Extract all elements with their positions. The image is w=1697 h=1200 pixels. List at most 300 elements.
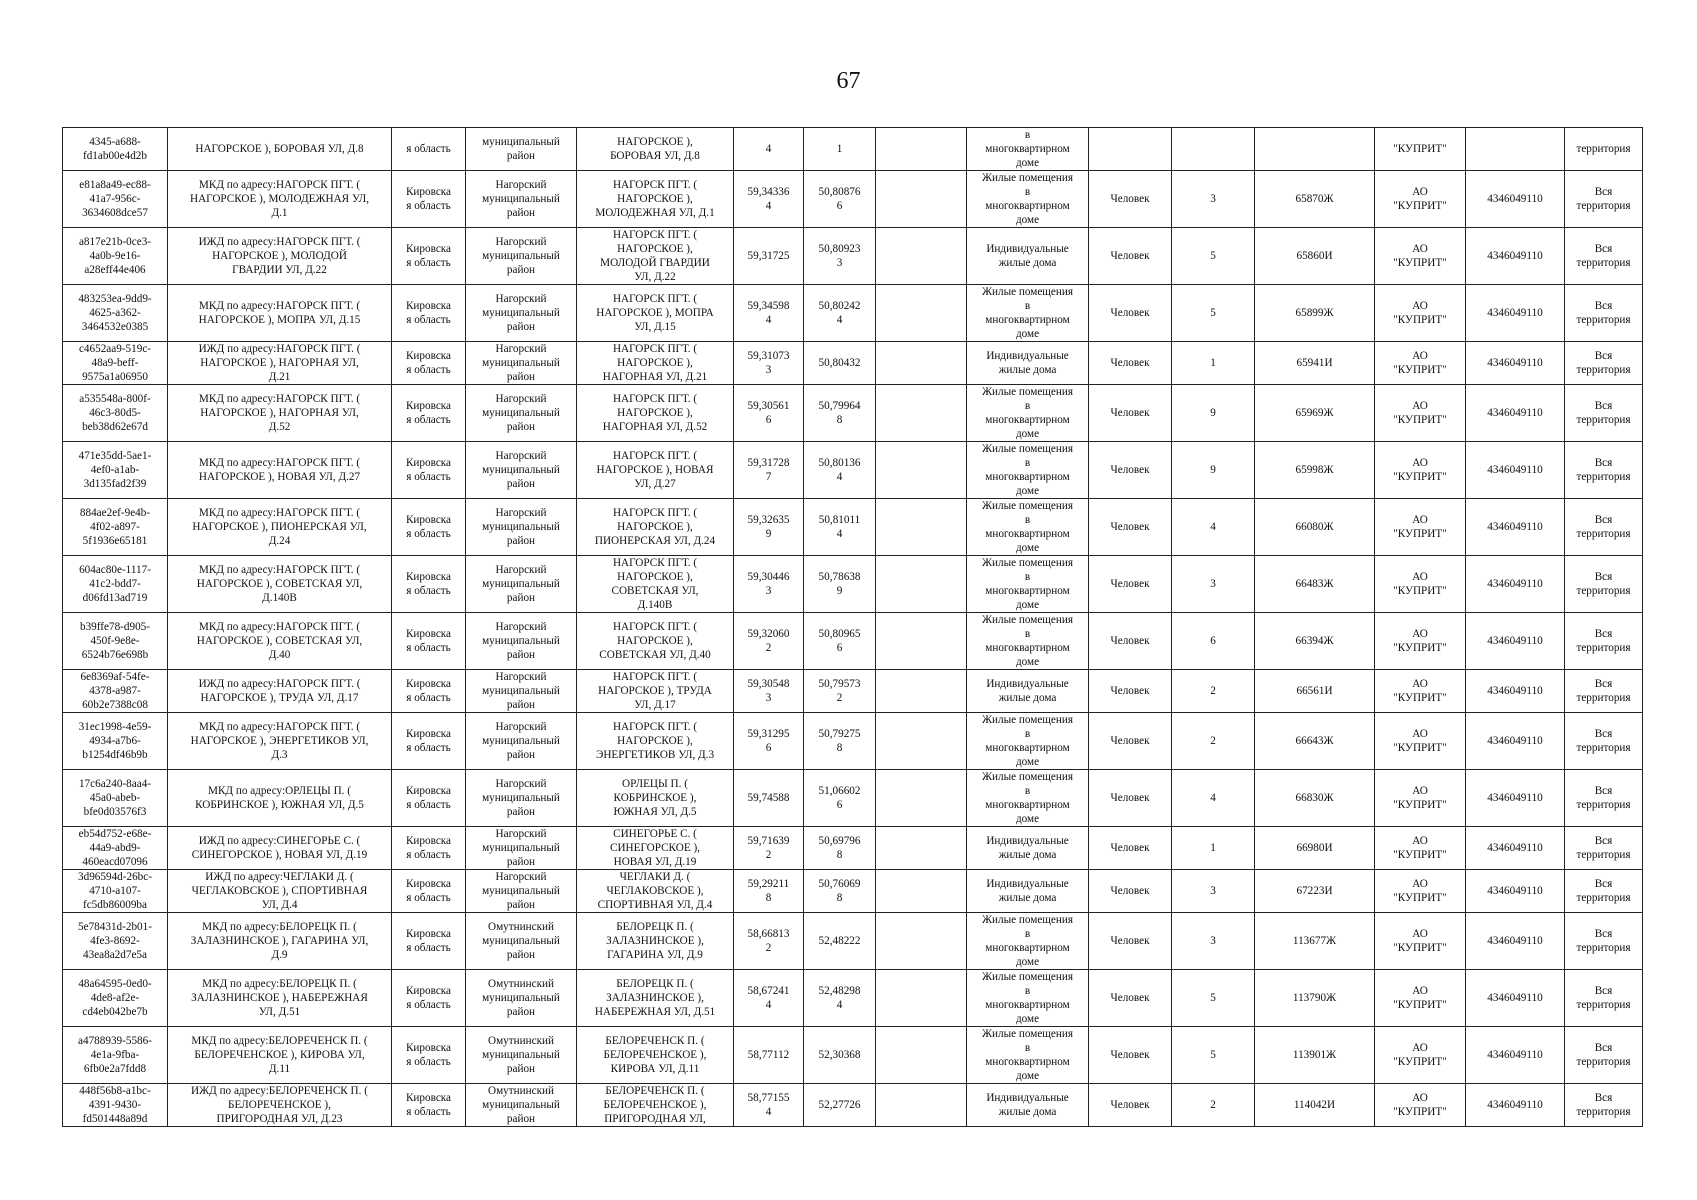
code-cell: 66830Ж <box>1255 770 1375 827</box>
region-cell: Кировска я область <box>392 385 466 442</box>
object-type-cell: Жилые помещения в многоквартирном доме <box>967 499 1089 556</box>
code-cell: 65969Ж <box>1255 385 1375 442</box>
inn-cell: 4346049110 <box>1466 228 1565 285</box>
territory-cell: Вся территория <box>1565 556 1643 613</box>
address-cell: НАГОРСК ПГТ. ( НАГОРСКОЕ ), ЭНЕРГЕТИКОВ УЛ, Д.3 <box>577 713 734 770</box>
code-cell: 65860И <box>1255 228 1375 285</box>
object-type-cell: Жилые помещения в многоквартирном доме <box>967 385 1089 442</box>
quantity-cell: 5 <box>1172 970 1255 1027</box>
operator-cell: АО "КУПРИТ" <box>1375 499 1466 556</box>
table-row <box>63 1027 1643 1084</box>
code-cell: 66561И <box>1255 670 1375 713</box>
territory-cell: территория <box>1565 128 1643 171</box>
object-type-cell: Жилые помещения в многоквартирном доме <box>967 913 1089 970</box>
unit-cell: Человек <box>1089 499 1172 556</box>
region-cell: Кировска я область <box>392 285 466 342</box>
operator-cell: АО "КУПРИТ" <box>1375 713 1466 770</box>
longitude-cell: 50,79275 8 <box>804 713 876 770</box>
latitude-cell: 59,30561 6 <box>734 385 804 442</box>
territory-cell: Вся территория <box>1565 442 1643 499</box>
quantity-cell: 5 <box>1172 285 1255 342</box>
code-cell: 66980И <box>1255 827 1375 870</box>
district-cell: Нагорский муниципальный район <box>466 713 577 770</box>
operator-cell: АО "КУПРИТ" <box>1375 827 1466 870</box>
address-cell: НАГОРСК ПГТ. ( НАГОРСКОЕ ), ПИОНЕРСКАЯ УЛ, Д.24 <box>577 499 734 556</box>
longitude-cell: 1 <box>804 128 876 171</box>
region-cell: Кировска я область <box>392 228 466 285</box>
object-name-cell: НАГОРСКОЕ ), БОРОВАЯ УЛ, Д.8 <box>168 128 392 171</box>
operator-cell: АО "КУПРИТ" <box>1375 870 1466 913</box>
table-row <box>63 442 1643 499</box>
object-id-cell: e81a8a49-ec88- 41a7-956c- 3634608dce57 <box>63 171 168 228</box>
territory-cell: Вся территория <box>1565 670 1643 713</box>
longitude-cell: 50,80242 4 <box>804 285 876 342</box>
region-cell: Кировска я область <box>392 556 466 613</box>
operator-cell: АО "КУПРИТ" <box>1375 171 1466 228</box>
code-cell: 66483Ж <box>1255 556 1375 613</box>
inn-cell: 4346049110 <box>1466 913 1565 970</box>
latitude-cell: 59,31725 <box>734 228 804 285</box>
operator-cell: АО "КУПРИТ" <box>1375 613 1466 670</box>
latitude-cell: 59,34336 4 <box>734 171 804 228</box>
unit-cell: Человек <box>1089 1027 1172 1084</box>
object-type-cell: Жилые помещения в многоквартирном доме <box>967 1027 1089 1084</box>
territory-cell: Вся территория <box>1565 913 1643 970</box>
address-cell: ЧЕГЛАКИ Д. ( ЧЕГЛАКОВСКОЕ ), СПОРТИВНАЯ УЛ, Д.4 <box>577 870 734 913</box>
region-cell: Кировска я область <box>392 613 466 670</box>
object-name-cell: МКД по адресу:ОРЛЕЦЫ П. ( КОБРИНСКОЕ ), ЮЖНАЯ УЛ, Д.5 <box>168 770 392 827</box>
empty-cell <box>876 970 967 1027</box>
address-cell: БЕЛОРЕЦК П. ( ЗАЛАЗНИНСКОЕ ), ГАГАРИНА УЛ, Д.9 <box>577 913 734 970</box>
operator-cell: АО "КУПРИТ" <box>1375 913 1466 970</box>
quantity-cell <box>1172 128 1255 171</box>
district-cell: Нагорский муниципальный район <box>466 556 577 613</box>
operator-cell: АО "КУПРИТ" <box>1375 1084 1466 1127</box>
unit-cell: Человек <box>1089 1084 1172 1127</box>
address-cell: НАГОРСК ПГТ. ( НАГОРСКОЕ ), СОВЕТСКАЯ УЛ, Д.140В <box>577 556 734 613</box>
code-cell: 67223И <box>1255 870 1375 913</box>
operator-cell: АО "КУПРИТ" <box>1375 228 1466 285</box>
longitude-cell: 50,79964 8 <box>804 385 876 442</box>
table-row <box>63 670 1643 713</box>
territory-cell: Вся территория <box>1565 1027 1643 1084</box>
unit-cell: Человек <box>1089 970 1172 1027</box>
object-id-cell: a4788939-5586- 4e1a-9fba- 6fb0e2a7fdd8 <box>63 1027 168 1084</box>
empty-cell <box>876 499 967 556</box>
district-cell: Нагорский муниципальный район <box>466 770 577 827</box>
inn-cell: 4346049110 <box>1466 499 1565 556</box>
region-cell: Кировска я область <box>392 713 466 770</box>
operator-cell: АО "КУПРИТ" <box>1375 1027 1466 1084</box>
operator-cell: АО "КУПРИТ" <box>1375 285 1466 342</box>
inn-cell: 4346049110 <box>1466 713 1565 770</box>
latitude-cell: 59,32635 9 <box>734 499 804 556</box>
latitude-cell: 58,77112 <box>734 1027 804 1084</box>
object-id-cell: c4652aa9-519c- 48a9-beff- 9575a1a06950 <box>63 342 168 385</box>
address-cell: НАГОРСК ПГТ. ( НАГОРСКОЕ ), МОПРА УЛ, Д.15 <box>577 285 734 342</box>
object-type-cell: Жилые помещения в многоквартирном доме <box>967 171 1089 228</box>
object-name-cell: МКД по адресу:БЕЛОРЕЧЕНСК П. ( БЕЛОРЕЧЕНСКОЕ ), КИРОВА УЛ, Д.11 <box>168 1027 392 1084</box>
object-type-cell: Жилые помещения в многоквартирном доме <box>967 556 1089 613</box>
object-name-cell: ИЖД по адресу:БЕЛОРЕЧЕНСК П. ( БЕЛОРЕЧЕНСКОЕ ), ПРИГОРОДНАЯ УЛ, Д.23 <box>168 1084 392 1127</box>
district-cell: Нагорский муниципальный район <box>466 285 577 342</box>
unit-cell: Человек <box>1089 827 1172 870</box>
table-row <box>63 342 1643 385</box>
code-cell: 65941И <box>1255 342 1375 385</box>
latitude-cell: 59,29211 8 <box>734 870 804 913</box>
district-cell: Омутнинский муниципальный район <box>466 1027 577 1084</box>
unit-cell: Человек <box>1089 385 1172 442</box>
latitude-cell: 59,34598 4 <box>734 285 804 342</box>
operator-cell: АО "КУПРИТ" <box>1375 770 1466 827</box>
table-row <box>63 285 1643 342</box>
unit-cell: Человек <box>1089 171 1172 228</box>
territory-cell: Вся территория <box>1565 713 1643 770</box>
object-type-cell: Жилые помещения в многоквартирном доме <box>967 285 1089 342</box>
latitude-cell: 58,77155 4 <box>734 1084 804 1127</box>
latitude-cell: 59,31295 6 <box>734 713 804 770</box>
address-cell: ОРЛЕЦЫ П. ( КОБРИНСКОЕ ), ЮЖНАЯ УЛ, Д.5 <box>577 770 734 827</box>
object-name-cell: МКД по адресу:НАГОРСК ПГТ. ( НАГОРСКОЕ ), СОВЕТСКАЯ УЛ, Д.40 <box>168 613 392 670</box>
district-cell: Омутнинский муниципальный район <box>466 970 577 1027</box>
object-id-cell: 471e35dd-5ae1- 4ef0-a1ab- 3d135fad2f39 <box>63 442 168 499</box>
operator-cell: АО "КУПРИТ" <box>1375 556 1466 613</box>
object-id-cell: eb54d752-e68e- 44a9-abd9- 460eacd07096 <box>63 827 168 870</box>
code-cell: 66394Ж <box>1255 613 1375 670</box>
empty-cell <box>876 613 967 670</box>
longitude-cell: 50,79573 2 <box>804 670 876 713</box>
latitude-cell: 59,32060 2 <box>734 613 804 670</box>
object-type-cell: Индивидуальные жилые дома <box>967 1084 1089 1127</box>
object-name-cell: ИЖД по адресу:НАГОРСК ПГТ. ( НАГОРСКОЕ ), НАГОРНАЯ УЛ, Д.21 <box>168 342 392 385</box>
object-name-cell: МКД по адресу:НАГОРСК ПГТ. ( НАГОРСКОЕ ), ПИОНЕРСКАЯ УЛ, Д.24 <box>168 499 392 556</box>
region-cell: Кировска я область <box>392 171 466 228</box>
code-cell: 114042И <box>1255 1084 1375 1127</box>
unit-cell: Человек <box>1089 870 1172 913</box>
territory-cell: Вся территория <box>1565 228 1643 285</box>
inn-cell: 4346049110 <box>1466 342 1565 385</box>
district-cell: Нагорский муниципальный район <box>466 613 577 670</box>
region-cell: Кировска я область <box>392 442 466 499</box>
object-name-cell: МКД по адресу:БЕЛОРЕЦК П. ( ЗАЛАЗНИНСКОЕ ), ГАГАРИНА УЛ, Д.9 <box>168 913 392 970</box>
inn-cell: 4346049110 <box>1466 970 1565 1027</box>
object-type-cell: Индивидуальные жилые дома <box>967 670 1089 713</box>
latitude-cell: 58,67241 4 <box>734 970 804 1027</box>
latitude-cell: 4 <box>734 128 804 171</box>
inn-cell: 4346049110 <box>1466 827 1565 870</box>
quantity-cell: 3 <box>1172 870 1255 913</box>
district-cell: Нагорский муниципальный район <box>466 385 577 442</box>
object-type-cell: Жилые помещения в многоквартирном доме <box>967 713 1089 770</box>
address-cell: СИНЕГОРЬЕ С. ( СИНЕГОРСКОЕ ), НОВАЯ УЛ, Д.19 <box>577 827 734 870</box>
unit-cell: Человек <box>1089 442 1172 499</box>
address-cell: НАГОРСК ПГТ. ( НАГОРСКОЕ ), МОЛОДОЙ ГВАРДИИ УЛ, Д.22 <box>577 228 734 285</box>
object-type-cell: Индивидуальные жилые дома <box>967 342 1089 385</box>
territory-cell: Вся территория <box>1565 870 1643 913</box>
code-cell: 113677Ж <box>1255 913 1375 970</box>
object-type-cell: Жилые помещения в многоквартирном доме <box>967 970 1089 1027</box>
region-cell: я область <box>392 128 466 171</box>
empty-cell <box>876 670 967 713</box>
district-cell: Нагорский муниципальный район <box>466 499 577 556</box>
longitude-cell: 50,80923 3 <box>804 228 876 285</box>
object-name-cell: МКД по адресу:БЕЛОРЕЦК П. ( ЗАЛАЗНИНСКОЕ ), НАБЕРЕЖНАЯ УЛ, Д.51 <box>168 970 392 1027</box>
territory-cell: Вся территория <box>1565 171 1643 228</box>
address-cell: НАГОРСК ПГТ. ( НАГОРСКОЕ ), СОВЕТСКАЯ УЛ, Д.40 <box>577 613 734 670</box>
address-cell: БЕЛОРЕЧЕНСК П. ( БЕЛОРЕЧЕНСКОЕ ), ПРИГОРОДНАЯ УЛ, <box>577 1084 734 1127</box>
district-cell: Нагорский муниципальный район <box>466 670 577 713</box>
address-cell: НАГОРСК ПГТ. ( НАГОРСКОЕ ), НАГОРНАЯ УЛ, Д.52 <box>577 385 734 442</box>
object-type-cell: Жилые помещения в многоквартирном доме <box>967 442 1089 499</box>
address-cell: НАГОРСК ПГТ. ( НАГОРСКОЕ ), ТРУДА УЛ, Д.17 <box>577 670 734 713</box>
object-id-cell: a817e21b-0ce3- 4a0b-9e16- a28eff44e406 <box>63 228 168 285</box>
district-cell: муниципальный район <box>466 128 577 171</box>
object-name-cell: МКД по адресу:НАГОРСК ПГТ. ( НАГОРСКОЕ ), ЭНЕРГЕТИКОВ УЛ, Д.3 <box>168 713 392 770</box>
latitude-cell: 59,30446 3 <box>734 556 804 613</box>
object-id-cell: b39ffe78-d905- 450f-9e8e- 6524b76e698b <box>63 613 168 670</box>
longitude-cell: 50,80965 6 <box>804 613 876 670</box>
inn-cell: 4346049110 <box>1466 385 1565 442</box>
unit-cell: Человек <box>1089 228 1172 285</box>
table-row <box>63 1084 1643 1127</box>
quantity-cell: 3 <box>1172 171 1255 228</box>
empty-cell <box>876 285 967 342</box>
territory-cell: Вся территория <box>1565 385 1643 442</box>
inn-cell: 4346049110 <box>1466 770 1565 827</box>
empty-cell <box>876 342 967 385</box>
code-cell: 65998Ж <box>1255 442 1375 499</box>
object-name-cell: ИЖД по адресу:НАГОРСК ПГТ. ( НАГОРСКОЕ ), ТРУДА УЛ, Д.17 <box>168 670 392 713</box>
address-cell: НАГОРСК ПГТ. ( НАГОРСКОЕ ), НАГОРНАЯ УЛ, Д.21 <box>577 342 734 385</box>
quantity-cell: 5 <box>1172 1027 1255 1084</box>
longitude-cell: 50,78638 9 <box>804 556 876 613</box>
table-row <box>63 970 1643 1027</box>
quantity-cell: 3 <box>1172 913 1255 970</box>
object-name-cell: МКД по адресу:НАГОРСК ПГТ. ( НАГОРСКОЕ ), НОВАЯ УЛ, Д.27 <box>168 442 392 499</box>
operator-cell: "КУПРИТ" <box>1375 128 1466 171</box>
table-row <box>63 499 1643 556</box>
object-type-cell: Индивидуальные жилые дома <box>967 827 1089 870</box>
object-type-cell: Индивидуальные жилые дома <box>967 228 1089 285</box>
object-id-cell: a535548a-800f- 46c3-80d5- beb38d62e67d <box>63 385 168 442</box>
object-name-cell: МКД по адресу:НАГОРСК ПГТ. ( НАГОРСКОЕ ), СОВЕТСКАЯ УЛ, Д.140В <box>168 556 392 613</box>
unit-cell: Человек <box>1089 556 1172 613</box>
object-type-cell: Индивидуальные жилые дома <box>967 870 1089 913</box>
empty-cell <box>876 870 967 913</box>
longitude-cell: 50,81011 4 <box>804 499 876 556</box>
territory-cell: Вся территория <box>1565 613 1643 670</box>
inn-cell: 4346049110 <box>1466 1027 1565 1084</box>
operator-cell: АО "КУПРИТ" <box>1375 442 1466 499</box>
object-id-cell: 31ec1998-4e59- 4934-a7b6- b1254df46b9b <box>63 713 168 770</box>
unit-cell: Человек <box>1089 913 1172 970</box>
unit-cell <box>1089 128 1172 171</box>
quantity-cell: 9 <box>1172 442 1255 499</box>
longitude-cell: 52,48222 <box>804 913 876 970</box>
region-cell: Кировска я область <box>392 913 466 970</box>
object-type-cell: Жилые помещения в многоквартирном доме <box>967 770 1089 827</box>
district-cell: Нагорский муниципальный район <box>466 228 577 285</box>
table-row <box>63 827 1643 870</box>
unit-cell: Человек <box>1089 613 1172 670</box>
district-cell: Омутнинский муниципальный район <box>466 913 577 970</box>
inn-cell: 4346049110 <box>1466 613 1565 670</box>
object-name-cell: ИЖД по адресу:СИНЕГОРЬЕ С. ( СИНЕГОРСКОЕ ), НОВАЯ УЛ, Д.19 <box>168 827 392 870</box>
code-cell: 113901Ж <box>1255 1027 1375 1084</box>
district-cell: Нагорский муниципальный район <box>466 870 577 913</box>
table-row <box>63 770 1643 827</box>
empty-cell <box>876 913 967 970</box>
code-cell <box>1255 128 1375 171</box>
code-cell: 65870Ж <box>1255 171 1375 228</box>
inn-cell: 4346049110 <box>1466 870 1565 913</box>
object-name-cell: МКД по адресу:НАГОРСК ПГТ. ( НАГОРСКОЕ ), МОЛОДЕЖНАЯ УЛ, Д.1 <box>168 171 392 228</box>
latitude-cell: 59,71639 2 <box>734 827 804 870</box>
table-row <box>63 171 1643 228</box>
territory-cell: Вся территория <box>1565 342 1643 385</box>
empty-cell <box>876 556 967 613</box>
registry-body <box>63 128 1643 1127</box>
region-cell: Кировска я область <box>392 870 466 913</box>
region-cell: Кировска я область <box>392 827 466 870</box>
territory-cell: Вся территория <box>1565 1084 1643 1127</box>
territory-cell: Вся территория <box>1565 499 1643 556</box>
longitude-cell: 50,80432 <box>804 342 876 385</box>
quantity-cell: 4 <box>1172 770 1255 827</box>
empty-cell <box>876 770 967 827</box>
operator-cell: АО "КУПРИТ" <box>1375 342 1466 385</box>
quantity-cell: 2 <box>1172 670 1255 713</box>
unit-cell: Человек <box>1089 670 1172 713</box>
object-type-cell: Жилые помещения в многоквартирном доме <box>967 613 1089 670</box>
code-cell: 113790Ж <box>1255 970 1375 1027</box>
address-cell: НАГОРСК ПГТ. ( НАГОРСКОЕ ), НОВАЯ УЛ, Д.27 <box>577 442 734 499</box>
empty-cell <box>876 1027 967 1084</box>
object-name-cell: МКД по адресу:НАГОРСК ПГТ. ( НАГОРСКОЕ ), МОПРА УЛ, Д.15 <box>168 285 392 342</box>
operator-cell: АО "КУПРИТ" <box>1375 970 1466 1027</box>
address-cell: БЕЛОРЕЦК П. ( ЗАЛАЗНИНСКОЕ ), НАБЕРЕЖНАЯ УЛ, Д.51 <box>577 970 734 1027</box>
page-number: 67 <box>836 68 861 94</box>
table-row <box>63 128 1643 171</box>
inn-cell <box>1466 128 1565 171</box>
district-cell: Нагорский муниципальный район <box>466 171 577 228</box>
object-id-cell: 604ac80e-1117- 41c2-bdd7- d06fd13ad719 <box>63 556 168 613</box>
empty-cell <box>876 228 967 285</box>
object-name-cell: МКД по адресу:НАГОРСК ПГТ. ( НАГОРСКОЕ ), НАГОРНАЯ УЛ, Д.52 <box>168 385 392 442</box>
object-id-cell: 17c6a240-8aa4- 45a0-abeb- bfe0d03576f3 <box>63 770 168 827</box>
empty-cell <box>876 385 967 442</box>
address-cell: НАГОРСКОЕ ), БОРОВАЯ УЛ, Д.8 <box>577 128 734 171</box>
empty-cell <box>876 1084 967 1127</box>
inn-cell: 4346049110 <box>1466 1084 1565 1127</box>
quantity-cell: 1 <box>1172 827 1255 870</box>
quantity-cell: 1 <box>1172 342 1255 385</box>
latitude-cell: 59,31728 7 <box>734 442 804 499</box>
object-id-cell: 884ae2ef-9e4b- 4f02-a897- 5f1936e65181 <box>63 499 168 556</box>
region-cell: Кировска я область <box>392 1027 466 1084</box>
latitude-cell: 59,31073 3 <box>734 342 804 385</box>
object-name-cell: ИЖД по адресу:ЧЕГЛАКИ Д. ( ЧЕГЛАКОВСКОЕ ), СПОРТИВНАЯ УЛ, Д.4 <box>168 870 392 913</box>
district-cell: Омутнинский муниципальный район <box>466 1084 577 1127</box>
district-cell: Нагорский муниципальный район <box>466 342 577 385</box>
latitude-cell: 59,74588 <box>734 770 804 827</box>
quantity-cell: 6 <box>1172 613 1255 670</box>
table-row <box>63 556 1643 613</box>
longitude-cell: 52,48298 4 <box>804 970 876 1027</box>
code-cell: 66080Ж <box>1255 499 1375 556</box>
quantity-cell: 3 <box>1172 556 1255 613</box>
district-cell: Нагорский муниципальный район <box>466 442 577 499</box>
unit-cell: Человек <box>1089 342 1172 385</box>
address-cell: НАГОРСК ПГТ. ( НАГОРСКОЕ ), МОЛОДЕЖНАЯ УЛ, Д.1 <box>577 171 734 228</box>
longitude-cell: 51,06602 6 <box>804 770 876 827</box>
unit-cell: Человек <box>1089 770 1172 827</box>
region-cell: Кировска я область <box>392 770 466 827</box>
territory-cell: Вся территория <box>1565 970 1643 1027</box>
object-id-cell: 3d96594d-26bc- 4710-a107- fc5db86009ba <box>63 870 168 913</box>
operator-cell: АО "КУПРИТ" <box>1375 385 1466 442</box>
object-id-cell: 6e8369af-54fe- 4378-a987- 60b2e7388c08 <box>63 670 168 713</box>
inn-cell: 4346049110 <box>1466 285 1565 342</box>
address-cell: БЕЛОРЕЧЕНСК П. ( БЕЛОРЕЧЕНСКОЕ ), КИРОВА УЛ, Д.11 <box>577 1027 734 1084</box>
code-cell: 65899Ж <box>1255 285 1375 342</box>
latitude-cell: 59,30548 3 <box>734 670 804 713</box>
unit-cell: Человек <box>1089 713 1172 770</box>
object-id-cell: 448f56b8-a1bc- 4391-9430- fd501448a89d <box>63 1084 168 1127</box>
table-row <box>63 385 1643 442</box>
table-row <box>63 228 1643 285</box>
region-cell: Кировска я область <box>392 670 466 713</box>
table-row <box>63 713 1643 770</box>
empty-cell <box>876 442 967 499</box>
region-cell: Кировска я область <box>392 1084 466 1127</box>
object-name-cell: ИЖД по адресу:НАГОРСК ПГТ. ( НАГОРСКОЕ ), МОЛОДОЙ ГВАРДИИ УЛ, Д.22 <box>168 228 392 285</box>
table-row <box>63 870 1643 913</box>
empty-cell <box>876 171 967 228</box>
quantity-cell: 9 <box>1172 385 1255 442</box>
empty-cell <box>876 827 967 870</box>
empty-cell <box>876 713 967 770</box>
object-id-cell: 483253ea-9dd9- 4625-a362- 3464532e0385 <box>63 285 168 342</box>
latitude-cell: 58,66813 2 <box>734 913 804 970</box>
code-cell: 66643Ж <box>1255 713 1375 770</box>
region-cell: Кировска я область <box>392 342 466 385</box>
empty-cell <box>876 128 967 171</box>
object-id-cell: 4345-a688- fd1ab00e4d2b <box>63 128 168 171</box>
quantity-cell: 5 <box>1172 228 1255 285</box>
longitude-cell: 50,80136 4 <box>804 442 876 499</box>
table-row <box>63 913 1643 970</box>
inn-cell: 4346049110 <box>1466 670 1565 713</box>
object-id-cell: 5e78431d-2b01- 4fe3-8692- 43ea8a2d7e5a <box>63 913 168 970</box>
region-cell: Кировска я область <box>392 970 466 1027</box>
registry-table <box>62 127 1643 1127</box>
quantity-cell: 2 <box>1172 1084 1255 1127</box>
table-row <box>63 613 1643 670</box>
longitude-cell: 50,69796 8 <box>804 827 876 870</box>
quantity-cell: 4 <box>1172 499 1255 556</box>
operator-cell: АО "КУПРИТ" <box>1375 670 1466 713</box>
quantity-cell: 2 <box>1172 713 1255 770</box>
object-type-cell: в многоквартирном доме <box>967 128 1089 171</box>
territory-cell: Вся территория <box>1565 285 1643 342</box>
inn-cell: 4346049110 <box>1466 556 1565 613</box>
unit-cell: Человек <box>1089 285 1172 342</box>
district-cell: Нагорский муниципальный район <box>466 827 577 870</box>
object-id-cell: 48a64595-0ed0- 4de8-af2e- cd4eb042be7b <box>63 970 168 1027</box>
territory-cell: Вся территория <box>1565 827 1643 870</box>
longitude-cell: 50,76069 8 <box>804 870 876 913</box>
